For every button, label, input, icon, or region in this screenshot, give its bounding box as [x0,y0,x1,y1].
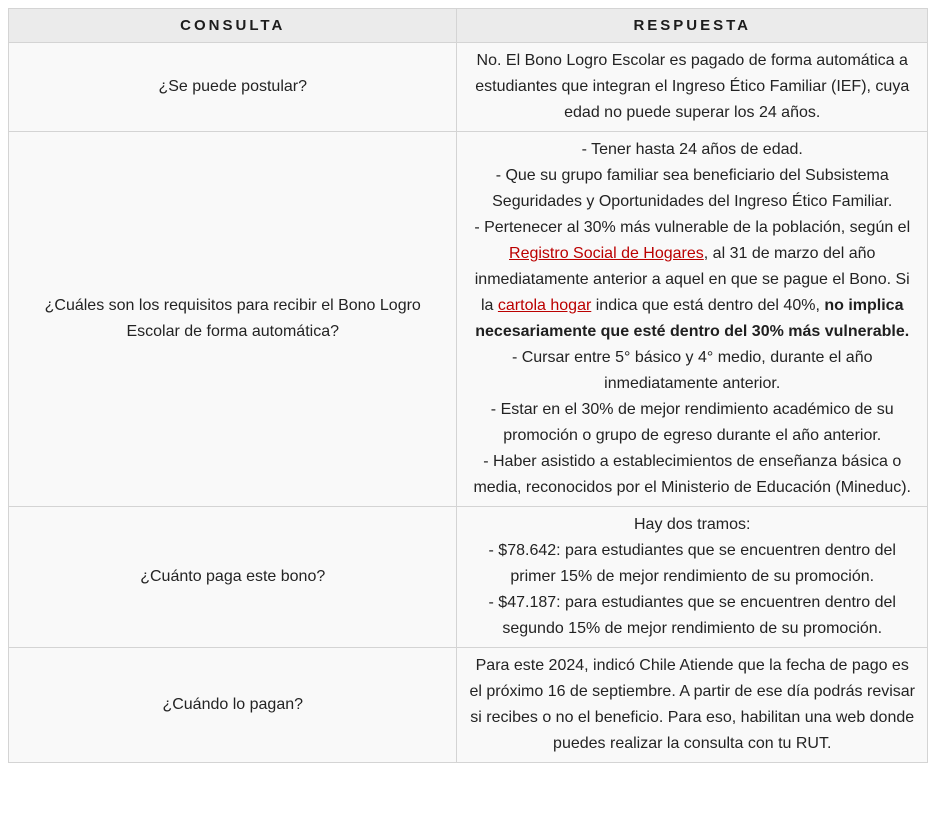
answer-paragraph [467,512,917,538]
column-header-consulta: CONSULTA [9,9,457,43]
question-cell: ¿Cuáles son los requisitos para recibir el Bono Logro Escolar de forma automática? [9,132,457,507]
answer-text: - Tener hasta 24 años de edad. [581,141,803,158]
answer-text: - Pertenecer al 30% más vulnerable de la población, según el [474,219,911,236]
answer-text: Para este 2024, indicó Chile Atiende que la fecha de pago es el próximo 16 de septiembre. A partir de ese día podrás revisar si recibes o no el beneficio. Para eso, habilitan una web donde puedes realizar la consulta con tu RUT. [469,657,916,752]
answer-text: - $78.642: para estudiantes que se encuentren dentro del primer 15% de mejor rendimiento de su promoción. [488,542,896,585]
faq-table-head [9,9,928,43]
answer-paragraph [467,137,917,163]
table-row [9,132,928,507]
answer-paragraph [467,215,917,345]
answer-paragraph [467,345,917,397]
header-row [9,9,928,43]
table-row [9,43,928,132]
question-cell: ¿Cuándo lo pagan? [9,648,457,763]
answer-text: - Que su grupo familiar sea beneficiario del Subsistema Seguridades y Oportunidades del Ingreso Ético Familiar. [492,167,893,210]
answer-text: , al 31 de marzo del año inmediatamente anterior a aquel en que se pague el Bono. Si la [474,245,910,314]
inline-link[interactable]: Registro Social de Hogares [509,245,704,262]
table-row [9,648,928,763]
answer-paragraph [467,590,917,642]
answer-text: - Cursar entre 5° básico y 4° medio, durante el año inmediatamente anterior. [511,349,873,392]
answer-paragraph [467,449,917,501]
bold-text: no implica necesariamente que esté dentro del 30% más vulnerable. [475,297,910,340]
faq-table-body [9,43,928,763]
answer-paragraph [467,48,917,126]
answer-cell [457,132,928,507]
answer-text: - $47.187: para estudiantes que se encuentren dentro del segundo 15% de mejor rendimiento de su promoción. [488,594,896,637]
column-header-respuesta: RESPUESTA [457,9,928,43]
answer-cell [457,507,928,648]
question-cell: ¿Se puede postular? [9,43,457,132]
inline-link[interactable]: cartola hogar [497,297,592,314]
answer-paragraph [467,163,917,215]
answer-text: indica que está dentro del 40%, [591,297,825,314]
answer-paragraph [467,538,917,590]
answer-text: - Estar en el 30% de mejor rendimiento académico de su promoción o grupo de egreso durante el año anterior. [490,401,894,444]
answer-cell [457,648,928,763]
faq-table [8,8,928,763]
question-cell: ¿Cuánto paga este bono? [9,507,457,648]
answer-text: - Haber asistido a establecimientos de enseñanza básica o media, reconocidos por el Ministerio de Educación (Mineduc). [473,453,911,496]
answer-text: Hay dos tramos: [633,516,751,533]
answer-text: No. El Bono Logro Escolar es pagado de forma automática a estudiantes que integran el Ingreso Ético Familiar (IEF), cuya edad no puede superar los 24 años. [475,52,910,121]
table-row [9,507,928,648]
answer-paragraph [467,397,917,449]
answer-paragraph [467,653,917,757]
answer-cell [457,43,928,132]
